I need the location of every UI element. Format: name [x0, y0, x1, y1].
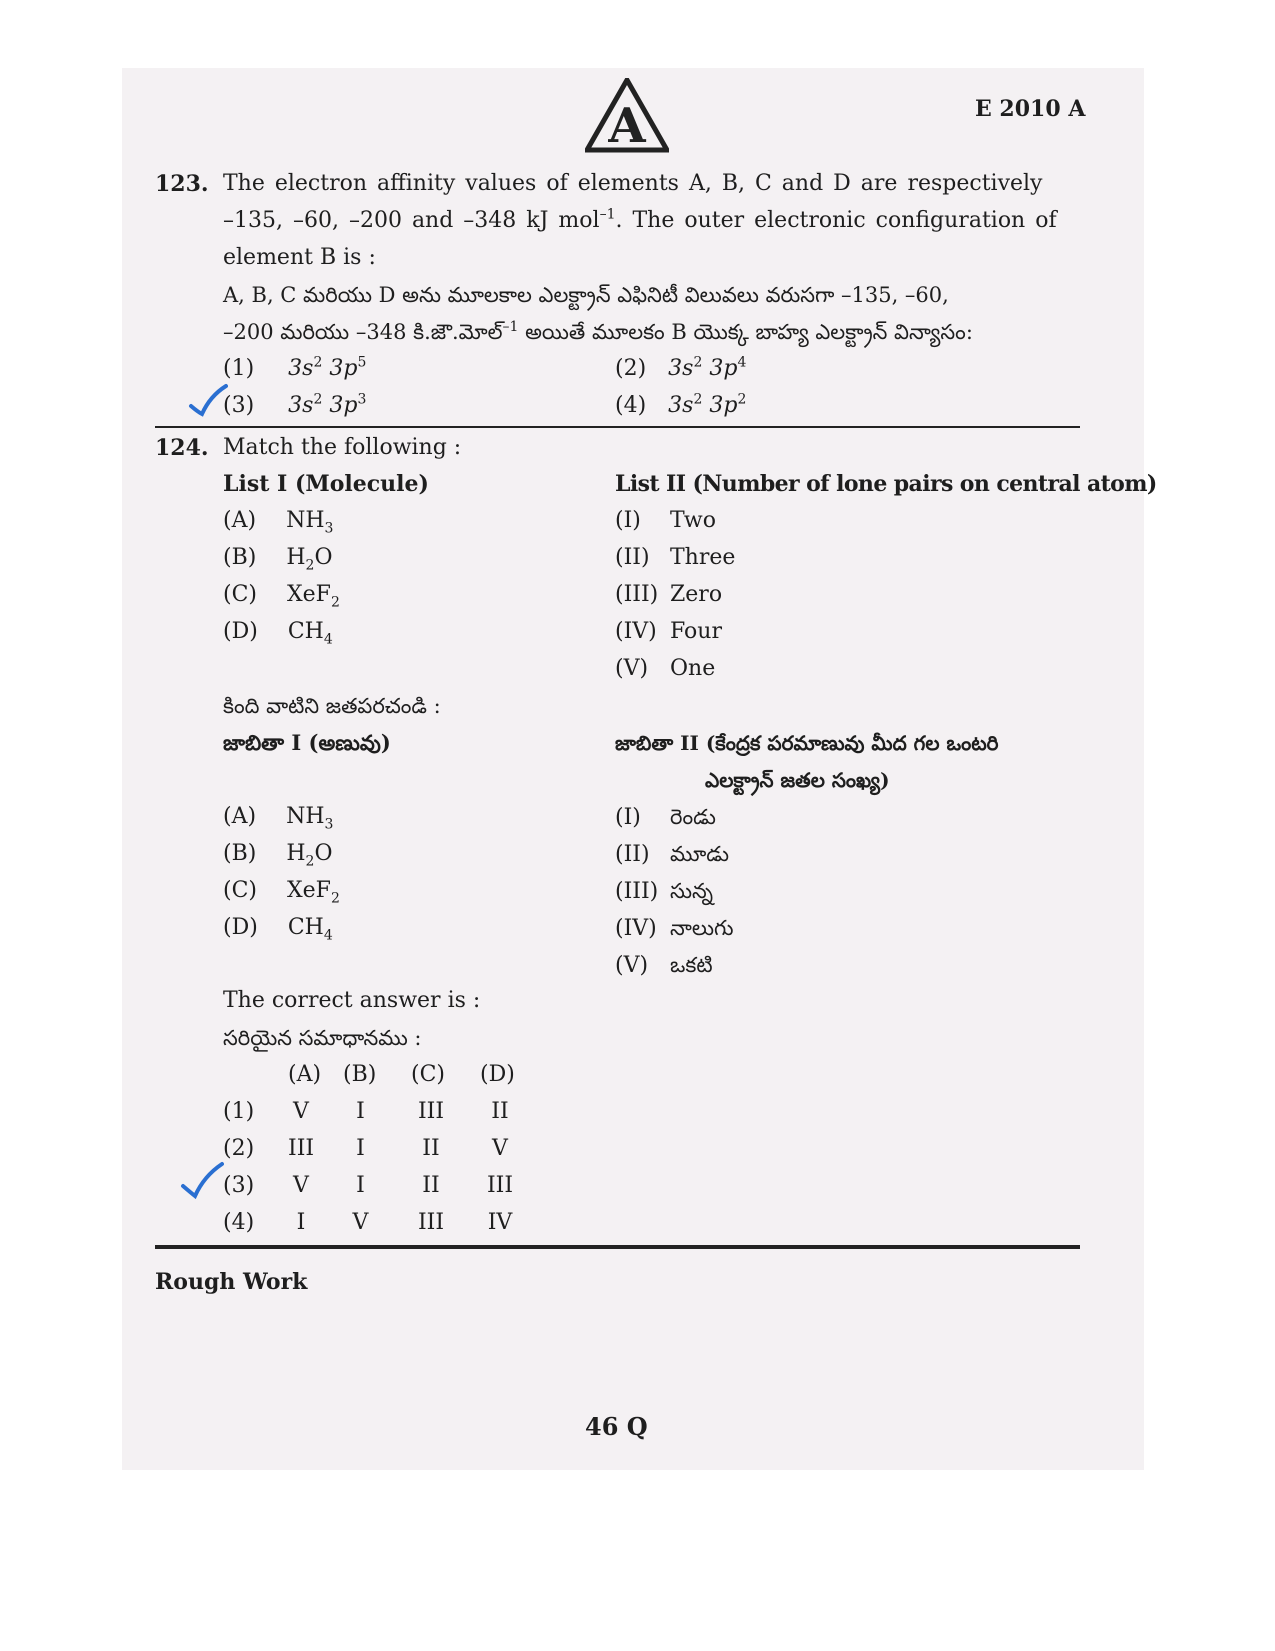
table-cell: III [417, 1099, 445, 1124]
question-text-en-line2: –135, –60, –200 and –348 kJ mol$^{-1}$. The outer electronic configuration of [223, 206, 1057, 233]
row-number: (3) [223, 1173, 255, 1198]
table-header-d: (D) [480, 1062, 515, 1087]
page-number: 46 Q [585, 1412, 648, 1441]
te-list1-item-a: (A) $NH_3$ [223, 804, 334, 833]
table-cell: V [492, 1136, 508, 1161]
rough-work-label: Rough Work [155, 1269, 308, 1295]
table-cell: V [293, 1099, 309, 1124]
te-prompt: కింది వాటిని జతపరచండి : [223, 694, 441, 718]
te-list2-item-ii: (II) మూడు [615, 842, 730, 867]
te-list2-item-iv: (IV) నాలుగు [615, 916, 734, 941]
te-list1-item-b: (B) $H_2O$ [223, 841, 333, 870]
list1-item-a: (A) $NH_3$ [223, 508, 334, 537]
table-cell: V [293, 1173, 309, 1198]
table-header-c: (C) [411, 1062, 445, 1087]
question-number: 123. [155, 171, 209, 197]
list1-item-b: (B) $H_2O$ [223, 545, 333, 574]
table-cell: V [352, 1210, 369, 1235]
booklet-series-logo [585, 78, 669, 156]
te-list2-item-i: (I) రెండు [615, 805, 716, 830]
table-cell: I [296, 1210, 306, 1235]
check-mark-icon [180, 1160, 224, 1200]
option-3[interactable]: (3) $3s^2$ $3p^3$ [223, 391, 367, 418]
option-1[interactable]: (1) $3s^2$ $3p^5$ [223, 354, 367, 381]
svg-text:A: A [608, 98, 646, 154]
list2-item-iv: (IV) Four [615, 619, 722, 644]
list1-heading: List I (Molecule) [223, 471, 429, 497]
table-cell: III [288, 1136, 315, 1161]
question-prompt: Match the following : [223, 435, 462, 460]
list2-heading: List II (Number of lone pairs on central atom) [615, 471, 1157, 497]
row-number: (2) [223, 1136, 255, 1161]
row-number: (1) [223, 1099, 255, 1124]
question-text-en-line3: element B is : [223, 245, 376, 270]
scanned-page [122, 68, 1144, 1470]
list2-item-ii: (II) Three [615, 545, 736, 570]
check-mark-icon [188, 382, 228, 418]
table-cell: III [486, 1173, 514, 1198]
table-cell: II [491, 1099, 509, 1124]
list1-item-d: (D) $CH_4$ [223, 619, 333, 648]
option-4[interactable]: (4) $3s^2$ $3p^2$ [615, 391, 747, 418]
list1-item-c: (C) XeF$_2$ [223, 582, 340, 611]
option-2[interactable]: (2) $3s^2$ $3p^4$ [615, 354, 747, 381]
list2-item-iii: (III) Zero [615, 582, 723, 607]
te-answer-prompt: సరియైన సమాధానము : [223, 1026, 422, 1050]
row-number: (4) [223, 1210, 255, 1235]
paper-code: E 2010 A [975, 96, 1086, 122]
table-header-b: (B) [343, 1062, 377, 1087]
te-list2-heading-line2: ఎలక్ట్రాన్ జతల సంఖ్య) [705, 768, 890, 792]
table-cell: III [417, 1210, 445, 1235]
table-cell: I [356, 1173, 365, 1198]
question-number: 124. [155, 435, 209, 461]
table-cell: IV [487, 1210, 513, 1235]
table-cell: I [356, 1099, 365, 1124]
te-list1-heading: జాబితా I (అణువు) [223, 730, 391, 755]
question-text-te-line1: A, B, C మరియు D అను మూలకాల ఎలక్ట్రాన్ ఎఫినిటీ విలువలు వరుసగా –135, –60, [223, 283, 949, 307]
te-list2-heading-line1: జాబితా II (కేంద్రక పరమాణువు మీద గల ఒంటరి [615, 731, 999, 755]
te-list2-item-iii: (III) సున్న [615, 879, 713, 904]
list2-item-v: (V) One [615, 656, 716, 681]
te-list2-item-v: (V) ఒకటి [615, 953, 713, 978]
list2-item-i: (I) Two [615, 508, 716, 533]
table-cell: II [422, 1136, 440, 1161]
table-header-a: (A) [288, 1062, 322, 1087]
question-text-en-line1: The electron affinity values of elements A, B, C and D are respectively [223, 171, 1043, 196]
question-text-te-line2: –200 మరియు –348 కి.జౌ.మోల్$^{-1}$ అయితే మూలకం B యొక్క బాహ్య ఎలక్ట్రాన్ విన్యాసం: [223, 319, 973, 344]
answer-prompt: The correct answer is : [223, 988, 481, 1013]
te-list1-item-c: (C) XeF$_2$ [223, 878, 340, 907]
table-cell: II [422, 1173, 440, 1198]
table-cell: I [356, 1136, 365, 1161]
divider [155, 1245, 1080, 1249]
te-list1-item-d: (D) $CH_4$ [223, 915, 333, 944]
divider [155, 426, 1080, 428]
